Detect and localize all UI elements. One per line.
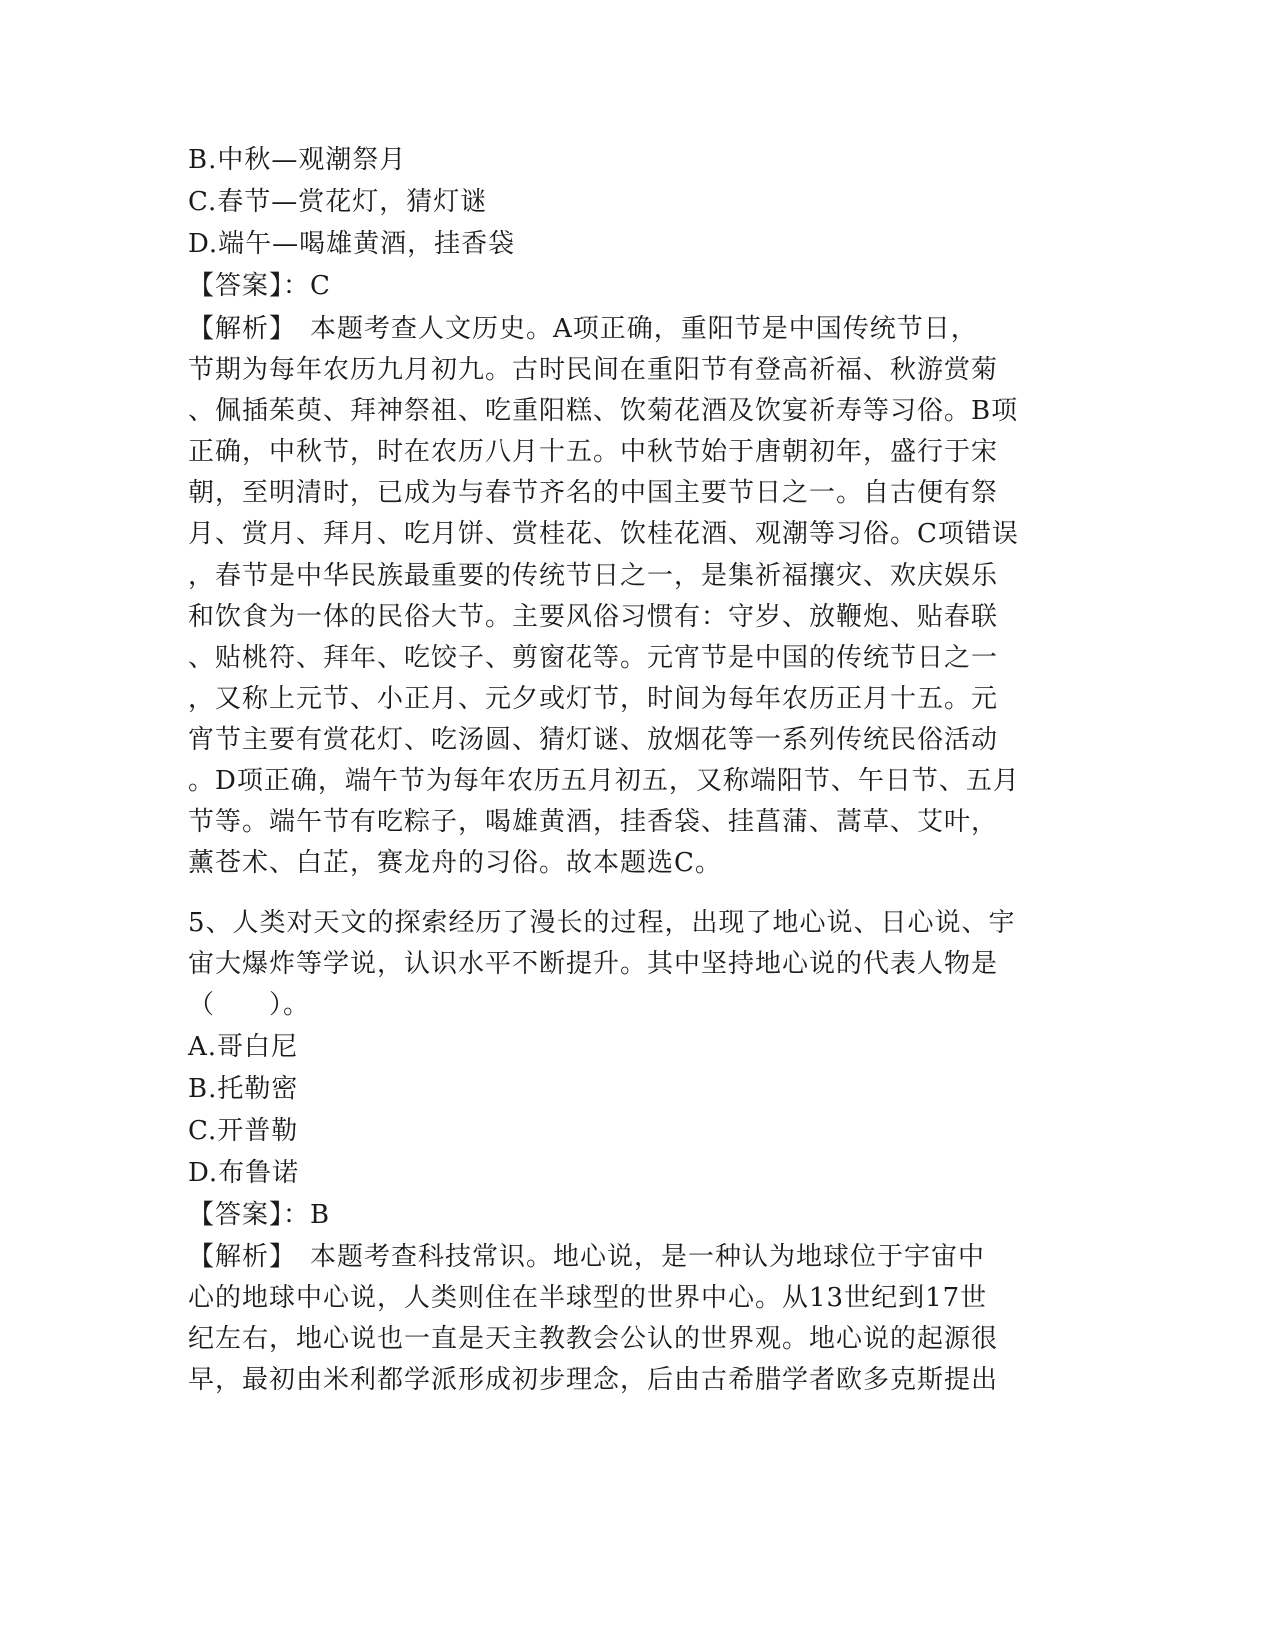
analysis-line: 节等。端午节有吃粽子，喝雄黄酒，挂香袋、挂菖蒲、蒿草、艾叶，	[188, 807, 999, 837]
analysis-line: 、贴桃符、拜年、吃饺子、剪窗花等。元宵节是中国的传统节日之一	[188, 643, 999, 673]
analysis-line: 宵节主要有赏花灯、吃汤圆、猜灯谜、放烟花等一系列传统民俗活动	[188, 725, 999, 755]
analysis-line: 和饮食为一体的民俗大节。主要风俗习惯有：守岁、放鞭炮、贴春联	[188, 602, 999, 632]
answer-line: 【答案】：C	[188, 271, 331, 301]
analysis-line: 、佩插茱萸、拜神祭祖、吃重阳糕、饮菊花酒及饮宴祈寿等习俗。B项	[188, 396, 1019, 426]
option-c: C.开普勒	[188, 1116, 299, 1146]
option-a: A.哥白尼	[188, 1032, 299, 1062]
option-b: B.托勒密	[188, 1074, 299, 1104]
option-c: C.春节—赏花灯，猜灯谜	[188, 187, 488, 217]
analysis-line: 。D项正确，端午节为每年农历五月初五，又称端阳节、午日节、五月	[188, 766, 1020, 796]
analysis-line: 心的地球中心说，人类则住在半球型的世界中心。从13世纪到17世	[188, 1283, 988, 1313]
question-stem-line: （ ）。	[188, 990, 311, 1020]
analysis-line: 【解析】 本题考查人文历史。A项正确，重阳节是中国传统节日，	[188, 314, 978, 344]
question-stem-line: 宙大爆炸等学说，认识水平不断提升。其中坚持地心说的代表人物是	[188, 949, 999, 979]
option-d: D.端午—喝雄黄酒，挂香袋	[188, 229, 516, 259]
analysis-line: 月、赏月、拜月、吃月饼、赏桂花、饮桂花酒、观潮等习俗。C项错误	[188, 519, 1019, 549]
analysis-line: 朝，至明清时，已成为与春节齐名的中国主要节日之一。自古便有祭	[188, 478, 999, 508]
analysis-line: 节期为每年农历九月初九。古时民间在重阳节有登高祈福、秋游赏菊	[188, 355, 999, 385]
analysis-line: 【解析】 本题考查科技常识。地心说，是一种认为地球位于宇宙中	[188, 1242, 986, 1272]
analysis-line: ，又称上元节、小正月、元夕或灯节，时间为每年农历正月十五。元	[188, 684, 999, 714]
analysis-line: 纪左右，地心说也一直是天主教教会公认的世界观。地心说的起源很	[188, 1324, 999, 1354]
option-d: D.布鲁诺	[188, 1158, 300, 1188]
analysis-line: 正确，中秋节，时在农历八月十五。中秋节始于唐朝初年，盛行于宋	[188, 437, 999, 467]
analysis-line: 早，最初由米利都学派形成初步理念，后由古希腊学者欧多克斯提出	[188, 1365, 999, 1395]
analysis-line: 薰苍术、白芷，赛龙舟的习俗。故本题选C。	[188, 848, 722, 878]
question-stem-line: 5、人类对天文的探索经历了漫长的过程，出现了地心说、日心说、宇	[188, 908, 1016, 938]
option-b: B.中秋—观潮祭月	[188, 145, 407, 175]
analysis-line: ，春节是中华民族最重要的传统节日之一，是集祈福攘灾、欢庆娱乐	[188, 561, 999, 591]
answer-line: 【答案】：B	[188, 1200, 331, 1230]
